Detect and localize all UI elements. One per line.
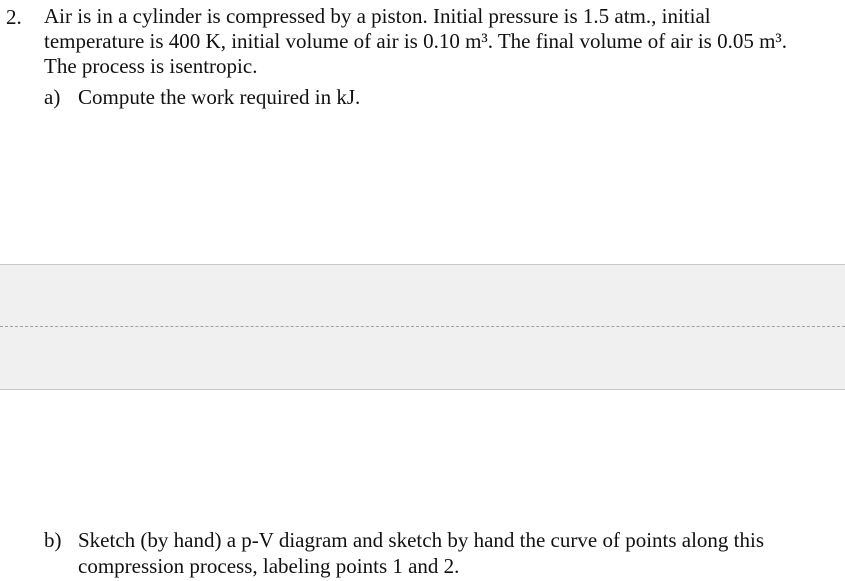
question-line-2: temperature is 400 K, initial volume of air is 0.10 m³. The final volume of air is 0.05 m³. <box>44 29 787 53</box>
question-number: 2. <box>6 5 22 29</box>
page-break-divider <box>0 326 845 327</box>
question-line-1: Air is in a cylinder is compressed by a piston. Initial pressure is 1.5 atm., initial <box>44 4 711 28</box>
question-line-3: The process is isentropic. <box>44 54 258 78</box>
part-b-text <box>78 527 764 579</box>
part-b-label: b) <box>44 528 62 552</box>
part-b-line-2: compression process, labeling points 1 and 2. <box>78 554 460 578</box>
question-text <box>44 4 844 79</box>
part-a-text: Compute the work required in kJ. <box>78 85 361 109</box>
part-b-line-1: Sketch (by hand) a p-V diagram and sketch by hand the curve of points along this <box>78 528 765 552</box>
part-a-label: a) <box>44 85 61 109</box>
page-break <box>0 264 845 390</box>
